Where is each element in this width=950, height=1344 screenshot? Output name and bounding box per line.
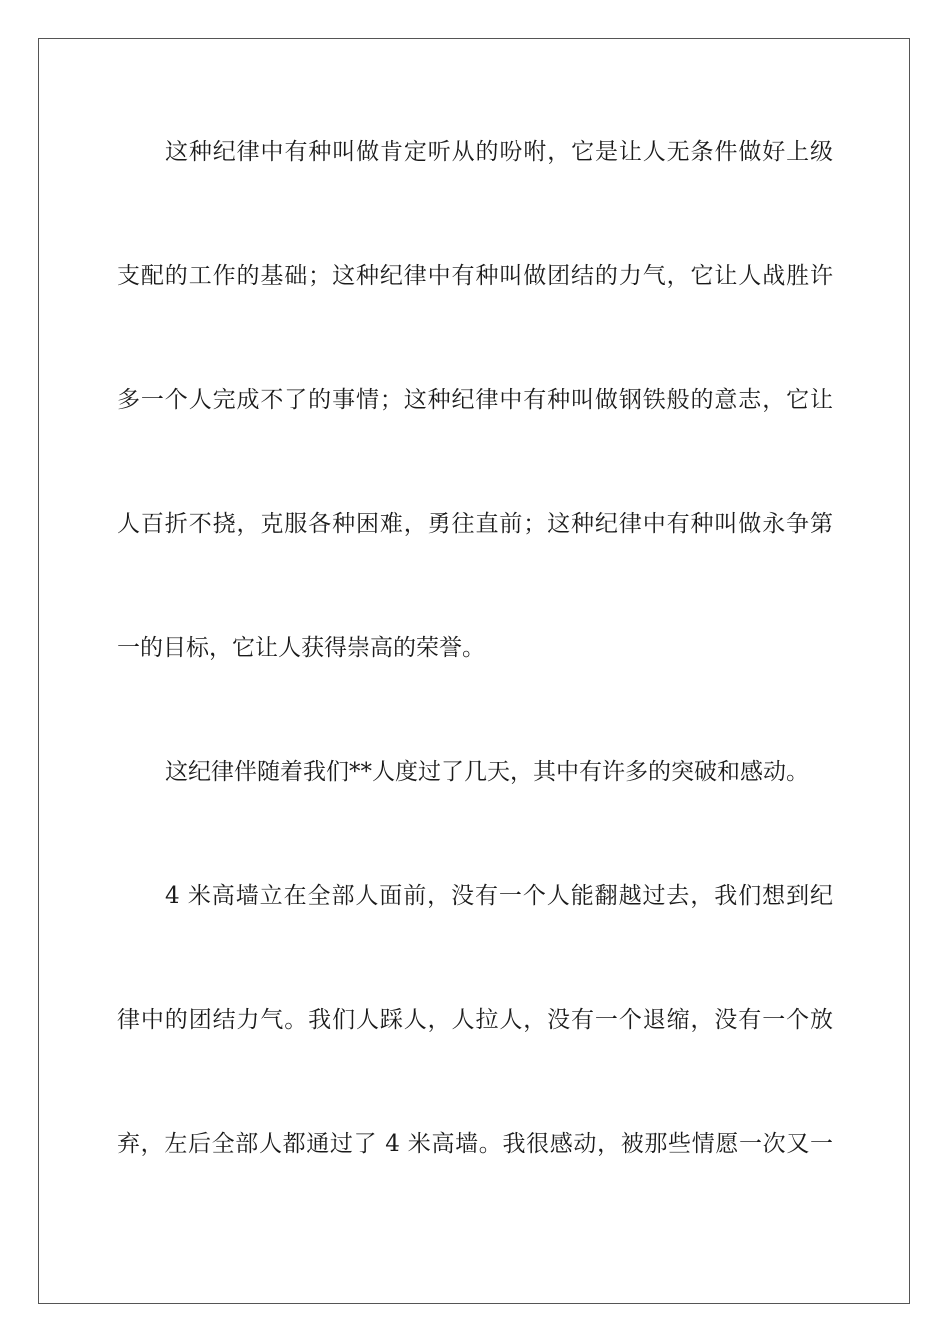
text-line: 4 米高墙立在全部人面前，没有一个人能翻越过去，我们想到纪 <box>165 883 833 909</box>
text-line: 这种纪律中有种叫做肯定听从的吩咐，它是让人无条件做好上级 <box>165 139 833 165</box>
text-line: 律中的团结力气。我们人踩人，人拉人，没有一个退缩，没有一个放 <box>117 1007 833 1033</box>
text-line: 人百折不挠，克服各种困难，勇往直前；这种纪律中有种叫做永争第 <box>117 511 833 537</box>
text-line: 一的目标，它让人获得崇高的荣誉。 <box>117 635 485 661</box>
text-line: 弃，左后全部人都通过了 4 米高墙。我很感动，被那些情愿一次又一 <box>117 1131 833 1157</box>
text-line: 支配的工作的基础；这种纪律中有种叫做团结的力气，它让人战胜许 <box>117 263 833 289</box>
text-line: 这纪律伴随着我们**人度过了几天，其中有许多的突破和感动。 <box>165 759 809 785</box>
text-line: 多一个人完成不了的事情；这种纪律中有种叫做钢铁般的意志，它让 <box>117 387 833 413</box>
page-border <box>38 38 910 1304</box>
